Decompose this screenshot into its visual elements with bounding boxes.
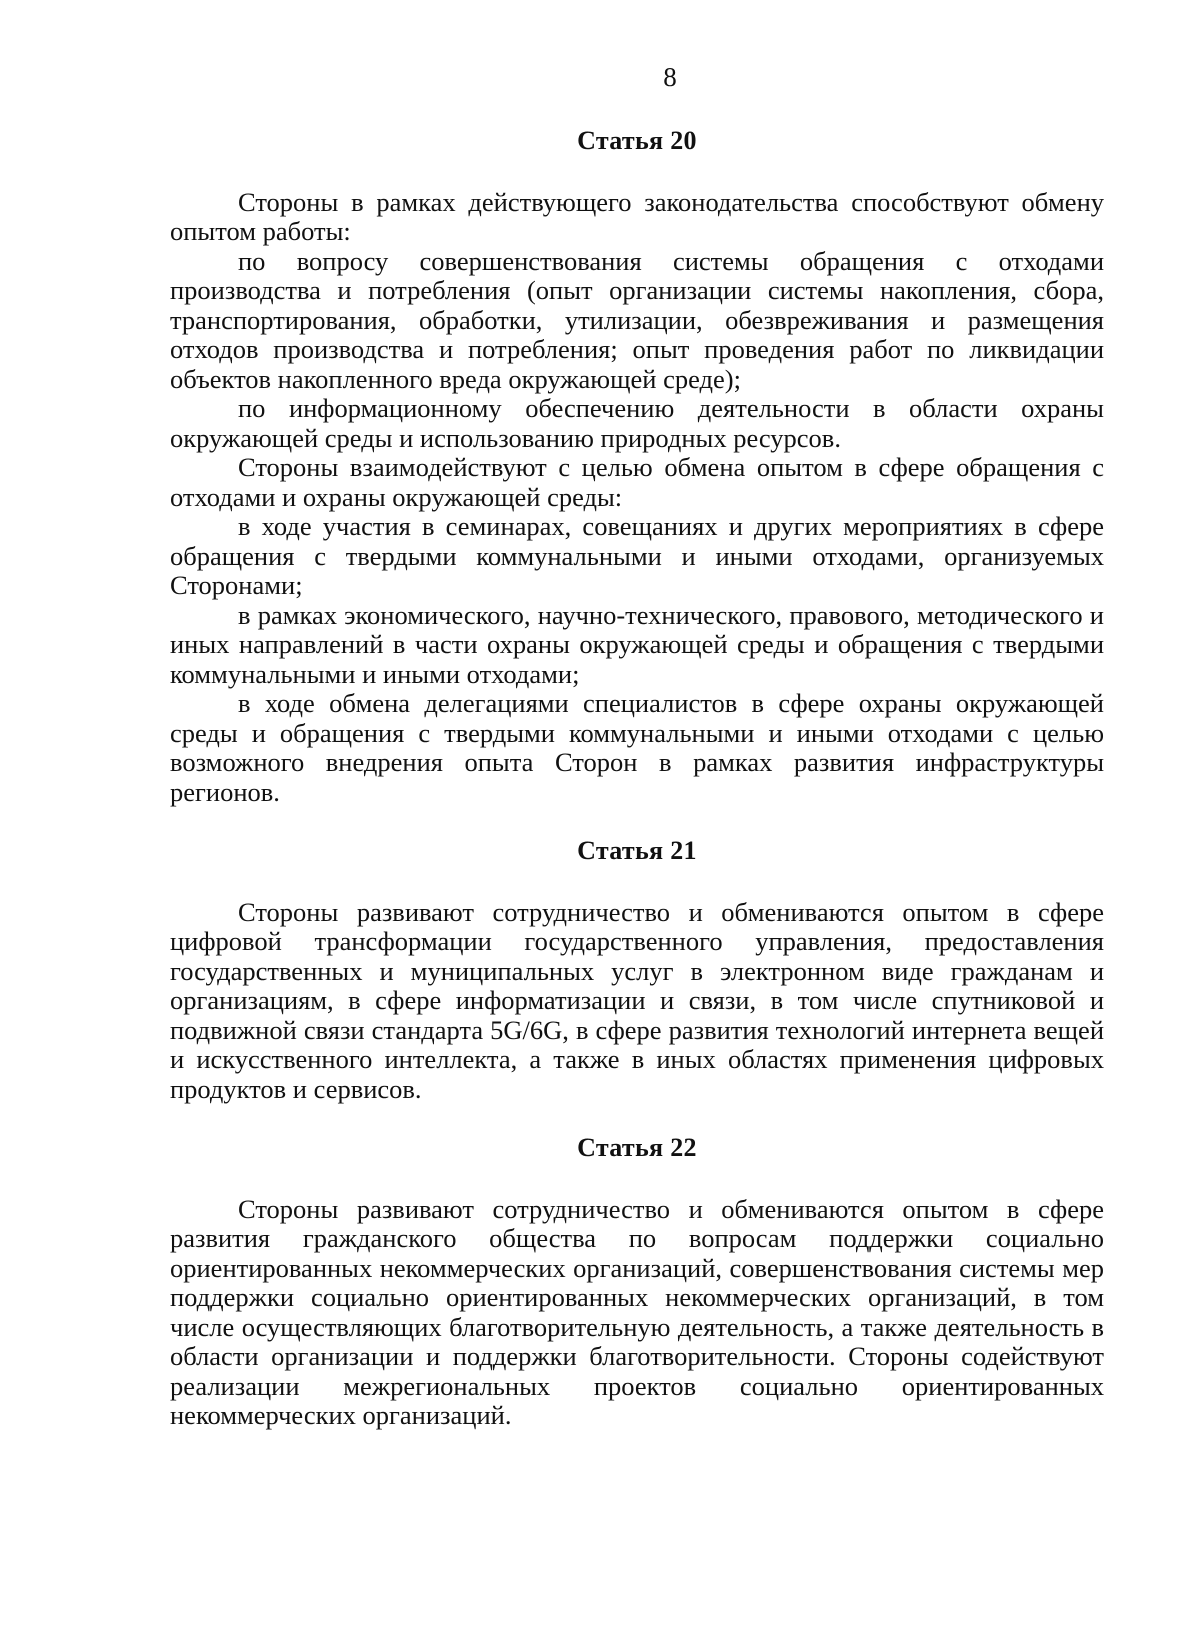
document-body bbox=[170, 126, 1104, 1431]
page-number: 8 bbox=[663, 62, 677, 92]
paragraph: Стороны развивают сотрудничество и обмениваются опытом в сфере цифровой трансформации государственного управления, предоставления государственных и муниципальных услуг в электронном виде гражданам и организациям, в сфере информатизации и связи, в том числе спутниковой и подвижной связи стандарта 5G/6G, в сфере развития технологий интернета вещей и искусственного интеллекта, а также в иных областях применения цифровых продуктов и сервисов. bbox=[170, 896, 1104, 1104]
paragraph: Стороны взаимодействуют с целью обмена опытом в сфере обращения с отходами и охраны окружающей среды: bbox=[170, 452, 1104, 512]
article-21 bbox=[170, 836, 1104, 1104]
paragraph: по вопросу совершенствования системы обращения с отходами производства и потребления (опыт организации системы накопления, сбора, транспортирования, обработки, утилизации, обезвреживания и размещения отходов производства и потребления; опыт проведения работ по ликвидации объектов накопленного вреда окружающей среде); bbox=[170, 245, 1104, 394]
section-spacer bbox=[170, 807, 1104, 836]
article-heading: Статья 22 bbox=[577, 1133, 697, 1162]
paragraph: Стороны в рамках действующего законодательства способствуют обмену опытом работы: bbox=[170, 186, 1104, 246]
article-22 bbox=[170, 1133, 1104, 1431]
paragraph: в ходе участия в семинарах, совещаниях и других мероприятиях в сфере обращения с твердыми коммунальными и иными отходами, организуемых Сторонами; bbox=[170, 511, 1104, 600]
section-spacer bbox=[170, 1104, 1104, 1133]
article-heading: Статья 21 bbox=[577, 836, 697, 865]
paragraph: Стороны развивают сотрудничество и обмениваются опытом в сфере развития гражданского общества по вопросам поддержки социально ориентированных некоммерческих организаций, совершенствования системы мер поддержки социально ориентированных некоммерческих организаций, в том числе осуществляющих благотворительную деятельность, а также деятельность в области организации и поддержки благотворительности. Стороны содействуют реализации межрегиональных проектов социально ориентированных некоммерческих организаций. bbox=[170, 1193, 1104, 1430]
paragraph: в ходе обмена делегациями специалистов в сфере охраны окружающей среды и обращения с твердыми коммунальными и иными отходами с целью возможного внедрения опыта Сторон в рамках развития инфраструктуры регионов. bbox=[170, 688, 1104, 807]
article-heading: Статья 20 bbox=[577, 126, 697, 155]
article-20 bbox=[170, 126, 1104, 807]
paragraph: по информационному обеспечению деятельности в области охраны окружающей среды и использованию природных ресурсов. bbox=[170, 393, 1104, 453]
paragraph: в рамках экономического, научно-технического, правового, методического и иных направлений в части охраны окружающей среды и обращения с твердыми коммунальными и иными отходами; bbox=[170, 599, 1104, 689]
